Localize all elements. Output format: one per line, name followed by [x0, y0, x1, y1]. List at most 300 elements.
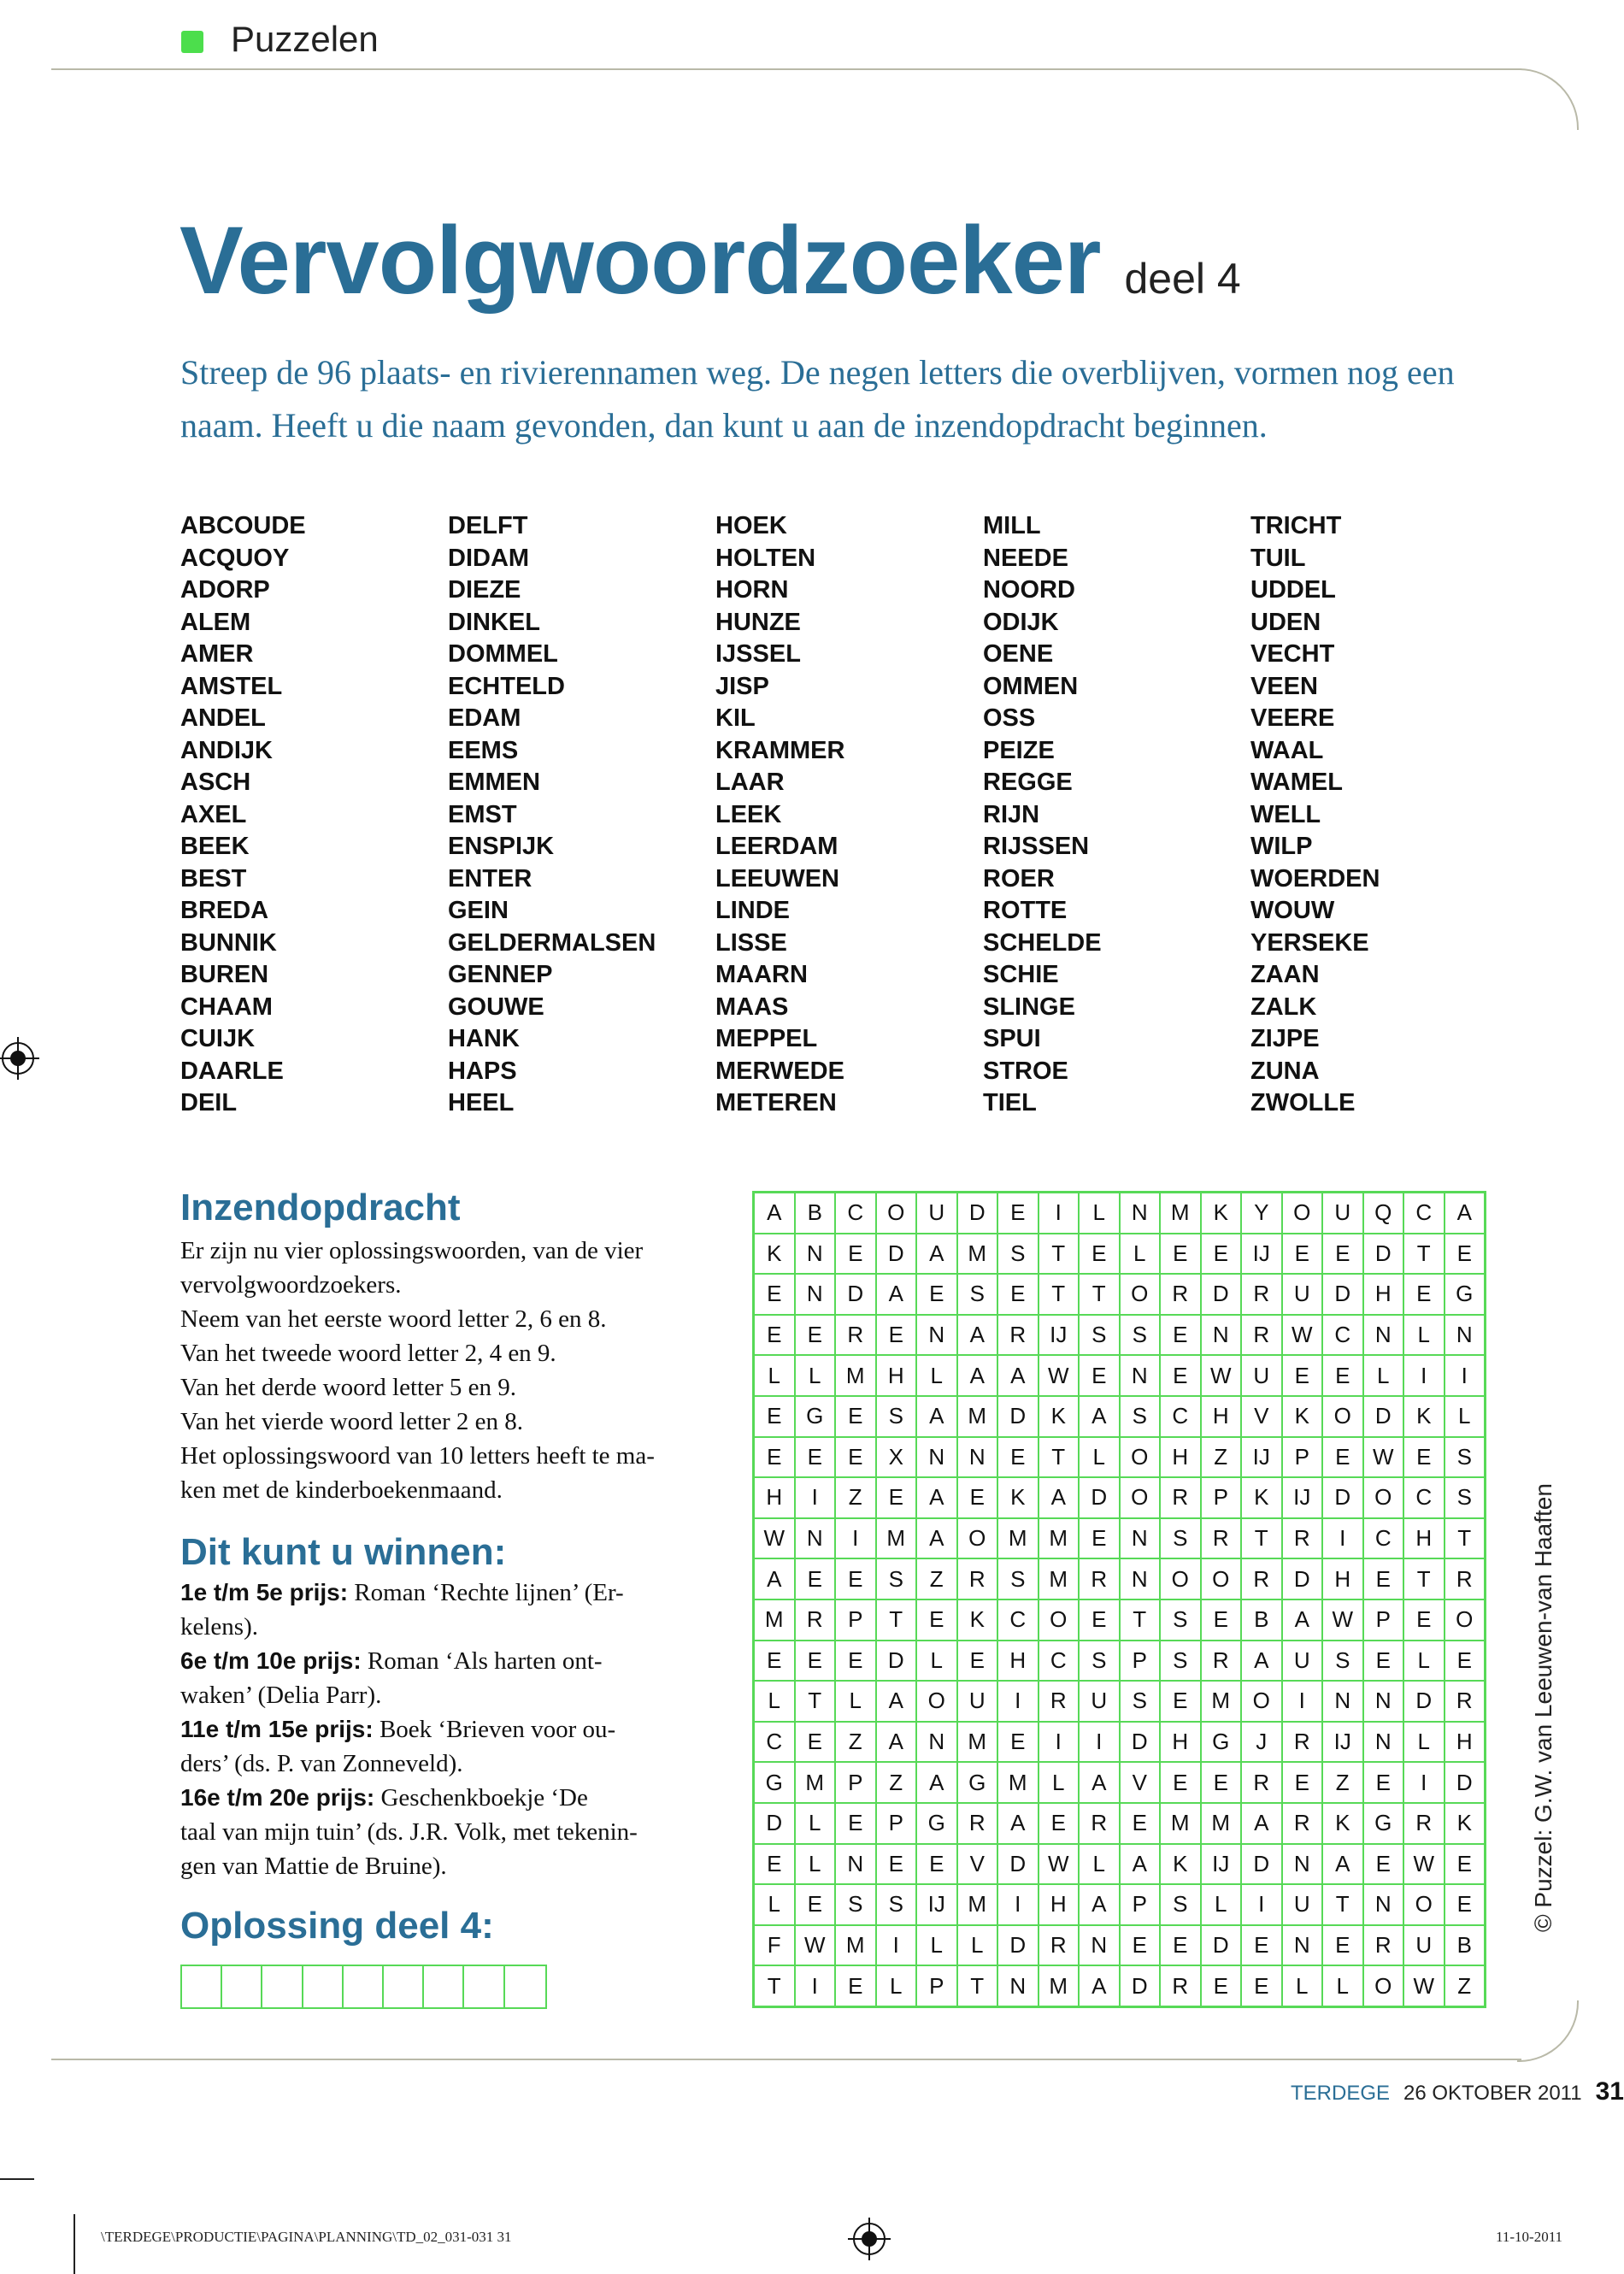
- grid-cell[interactable]: R: [1160, 1477, 1201, 1518]
- grid-cell[interactable]: I: [1445, 1355, 1486, 1396]
- grid-cell[interactable]: E: [835, 1437, 876, 1478]
- grid-cell[interactable]: D: [1241, 1844, 1282, 1885]
- grid-cell[interactable]: U: [1403, 1925, 1445, 1966]
- grid-cell[interactable]: A: [1079, 1396, 1120, 1437]
- grid-cell[interactable]: M: [835, 1355, 876, 1396]
- grid-cell[interactable]: R: [1282, 1722, 1323, 1763]
- grid-cell[interactable]: N: [1201, 1315, 1242, 1356]
- grid-cell[interactable]: M: [957, 1234, 998, 1275]
- grid-cell[interactable]: M: [997, 1762, 1039, 1803]
- grid-cell[interactable]: O: [1445, 1599, 1486, 1641]
- grid-cell[interactable]: R: [997, 1315, 1039, 1356]
- answer-box[interactable]: [344, 1966, 384, 2007]
- grid-cell[interactable]: S: [1079, 1315, 1120, 1356]
- grid-cell[interactable]: M: [754, 1599, 795, 1641]
- grid-cell[interactable]: W: [1039, 1844, 1080, 1885]
- grid-cell[interactable]: I: [876, 1925, 917, 1966]
- grid-cell[interactable]: A: [1079, 1965, 1120, 2006]
- grid-cell[interactable]: E: [916, 1599, 957, 1641]
- grid-cell[interactable]: S: [1079, 1641, 1120, 1682]
- grid-cell[interactable]: S: [1120, 1681, 1161, 1722]
- grid-cell[interactable]: K: [1282, 1396, 1323, 1437]
- grid-cell[interactable]: O: [1322, 1396, 1363, 1437]
- grid-cell[interactable]: E: [795, 1884, 836, 1925]
- grid-cell[interactable]: D: [1201, 1274, 1242, 1315]
- grid-cell[interactable]: A: [1282, 1599, 1323, 1641]
- grid-cell[interactable]: N: [1120, 1558, 1161, 1599]
- grid-cell[interactable]: H: [1445, 1722, 1486, 1763]
- grid-cell[interactable]: N: [1363, 1315, 1404, 1356]
- grid-cell[interactable]: E: [1322, 1925, 1363, 1966]
- grid-cell[interactable]: R: [1241, 1762, 1282, 1803]
- grid-cell[interactable]: U: [1241, 1355, 1282, 1396]
- grid-cell[interactable]: E: [1079, 1518, 1120, 1559]
- grid-cell[interactable]: A: [1241, 1641, 1282, 1682]
- grid-cell[interactable]: T: [1039, 1234, 1080, 1275]
- grid-cell[interactable]: U: [1079, 1681, 1120, 1722]
- grid-cell[interactable]: R: [1201, 1518, 1242, 1559]
- grid-cell[interactable]: D: [997, 1396, 1039, 1437]
- grid-cell[interactable]: E: [1079, 1355, 1120, 1396]
- grid-cell[interactable]: E: [997, 1274, 1039, 1315]
- grid-cell[interactable]: P: [1120, 1884, 1161, 1925]
- grid-cell[interactable]: S: [1445, 1437, 1486, 1478]
- grid-cell[interactable]: G: [1363, 1803, 1404, 1844]
- grid-cell[interactable]: S: [876, 1558, 917, 1599]
- grid-cell[interactable]: E: [835, 1803, 876, 1844]
- grid-cell[interactable]: E: [1322, 1437, 1363, 1478]
- grid-cell[interactable]: I: [1403, 1355, 1445, 1396]
- grid-cell[interactable]: E: [997, 1193, 1039, 1234]
- grid-cell[interactable]: E: [957, 1477, 998, 1518]
- grid-cell[interactable]: E: [795, 1722, 836, 1763]
- grid-cell[interactable]: R: [1282, 1518, 1323, 1559]
- grid-cell[interactable]: A: [957, 1355, 998, 1396]
- grid-cell[interactable]: X: [876, 1437, 917, 1478]
- grid-cell[interactable]: E: [1445, 1641, 1486, 1682]
- grid-cell[interactable]: D: [1120, 1722, 1161, 1763]
- grid-cell[interactable]: L: [876, 1965, 917, 2006]
- grid-cell[interactable]: IJ: [1322, 1722, 1363, 1763]
- grid-cell[interactable]: R: [1241, 1315, 1282, 1356]
- grid-cell[interactable]: D: [1363, 1234, 1404, 1275]
- grid-cell[interactable]: L: [1363, 1355, 1404, 1396]
- answer-box[interactable]: [182, 1966, 222, 2007]
- grid-cell[interactable]: D: [1201, 1925, 1242, 1966]
- grid-cell[interactable]: S: [1120, 1315, 1161, 1356]
- grid-cell[interactable]: H: [1403, 1518, 1445, 1559]
- grid-cell[interactable]: N: [795, 1518, 836, 1559]
- grid-cell[interactable]: L: [1403, 1641, 1445, 1682]
- grid-cell[interactable]: L: [835, 1681, 876, 1722]
- grid-cell[interactable]: W: [1363, 1437, 1404, 1478]
- grid-cell[interactable]: N: [1322, 1681, 1363, 1722]
- grid-cell[interactable]: O: [1201, 1558, 1242, 1599]
- grid-cell[interactable]: Z: [916, 1558, 957, 1599]
- grid-cell[interactable]: D: [876, 1641, 917, 1682]
- grid-cell[interactable]: E: [1403, 1274, 1445, 1315]
- grid-cell[interactable]: L: [1322, 1965, 1363, 2006]
- grid-cell[interactable]: E: [1363, 1558, 1404, 1599]
- grid-cell[interactable]: E: [1160, 1681, 1201, 1722]
- grid-cell[interactable]: S: [1160, 1599, 1201, 1641]
- grid-cell[interactable]: E: [1039, 1803, 1080, 1844]
- grid-cell[interactable]: V: [1120, 1762, 1161, 1803]
- grid-cell[interactable]: S: [1445, 1477, 1486, 1518]
- grid-cell[interactable]: D: [1079, 1477, 1120, 1518]
- grid-cell[interactable]: E: [1363, 1641, 1404, 1682]
- grid-cell[interactable]: H: [1160, 1437, 1201, 1478]
- grid-cell[interactable]: E: [876, 1477, 917, 1518]
- grid-cell[interactable]: I: [1403, 1762, 1445, 1803]
- grid-cell[interactable]: R: [1039, 1681, 1080, 1722]
- grid-cell[interactable]: S: [1160, 1518, 1201, 1559]
- grid-cell[interactable]: D: [754, 1803, 795, 1844]
- grid-cell[interactable]: R: [835, 1315, 876, 1356]
- grid-cell[interactable]: C: [754, 1722, 795, 1763]
- grid-cell[interactable]: D: [876, 1234, 917, 1275]
- grid-cell[interactable]: A: [916, 1396, 957, 1437]
- grid-cell[interactable]: I: [835, 1518, 876, 1559]
- grid-cell[interactable]: E: [1160, 1315, 1201, 1356]
- grid-cell[interactable]: E: [795, 1437, 836, 1478]
- grid-cell[interactable]: T: [1039, 1437, 1080, 1478]
- grid-cell[interactable]: B: [1445, 1925, 1486, 1966]
- grid-cell[interactable]: C: [1403, 1193, 1445, 1234]
- answer-box[interactable]: [262, 1966, 303, 2007]
- grid-cell[interactable]: O: [1363, 1965, 1404, 2006]
- grid-cell[interactable]: L: [916, 1641, 957, 1682]
- grid-cell[interactable]: E: [1120, 1925, 1161, 1966]
- grid-cell[interactable]: E: [1363, 1844, 1404, 1885]
- grid-cell[interactable]: E: [795, 1315, 836, 1356]
- grid-cell[interactable]: R: [1201, 1641, 1242, 1682]
- grid-cell[interactable]: R: [1445, 1681, 1486, 1722]
- grid-cell[interactable]: O: [1120, 1437, 1161, 1478]
- grid-cell[interactable]: E: [1201, 1762, 1242, 1803]
- grid-cell[interactable]: K: [1322, 1803, 1363, 1844]
- grid-cell[interactable]: E: [997, 1722, 1039, 1763]
- grid-cell[interactable]: E: [1282, 1234, 1323, 1275]
- grid-cell[interactable]: O: [957, 1518, 998, 1559]
- grid-cell[interactable]: T: [1322, 1884, 1363, 1925]
- grid-cell[interactable]: T: [1403, 1558, 1445, 1599]
- grid-cell[interactable]: IJ: [1282, 1477, 1323, 1518]
- grid-cell[interactable]: I: [1241, 1884, 1282, 1925]
- grid-cell[interactable]: L: [1079, 1844, 1120, 1885]
- grid-cell[interactable]: D: [1363, 1396, 1404, 1437]
- grid-cell[interactable]: Z: [1445, 1965, 1486, 2006]
- grid-cell[interactable]: E: [997, 1437, 1039, 1478]
- grid-cell[interactable]: R: [1445, 1558, 1486, 1599]
- grid-cell[interactable]: E: [1201, 1234, 1242, 1275]
- grid-cell[interactable]: N: [997, 1965, 1039, 2006]
- grid-cell[interactable]: E: [754, 1396, 795, 1437]
- grid-cell[interactable]: T: [1403, 1234, 1445, 1275]
- grid-cell[interactable]: IJ: [916, 1884, 957, 1925]
- grid-cell[interactable]: O: [1120, 1477, 1161, 1518]
- grid-cell[interactable]: D: [1282, 1558, 1323, 1599]
- grid-cell[interactable]: E: [835, 1641, 876, 1682]
- grid-cell[interactable]: E: [1201, 1965, 1242, 2006]
- grid-cell[interactable]: E: [1322, 1355, 1363, 1396]
- grid-cell[interactable]: R: [1403, 1803, 1445, 1844]
- grid-cell[interactable]: E: [1160, 1925, 1201, 1966]
- grid-cell[interactable]: W: [1403, 1844, 1445, 1885]
- grid-cell[interactable]: I: [795, 1477, 836, 1518]
- grid-cell[interactable]: E: [754, 1315, 795, 1356]
- grid-cell[interactable]: K: [1039, 1396, 1080, 1437]
- grid-cell[interactable]: O: [1282, 1193, 1323, 1234]
- grid-cell[interactable]: I: [1079, 1722, 1120, 1763]
- grid-cell[interactable]: O: [1241, 1681, 1282, 1722]
- grid-cell[interactable]: G: [795, 1396, 836, 1437]
- grid-cell[interactable]: T: [1079, 1274, 1120, 1315]
- grid-cell[interactable]: G: [957, 1762, 998, 1803]
- grid-cell[interactable]: N: [916, 1722, 957, 1763]
- grid-cell[interactable]: E: [1079, 1599, 1120, 1641]
- grid-cell[interactable]: T: [1039, 1274, 1080, 1315]
- grid-cell[interactable]: E: [876, 1844, 917, 1885]
- grid-cell[interactable]: R: [957, 1803, 998, 1844]
- grid-cell[interactable]: E: [835, 1558, 876, 1599]
- grid-cell[interactable]: M: [957, 1884, 998, 1925]
- grid-cell[interactable]: E: [795, 1558, 836, 1599]
- grid-cell[interactable]: H: [1363, 1274, 1404, 1315]
- grid-cell[interactable]: N: [1120, 1518, 1161, 1559]
- grid-cell[interactable]: H: [1322, 1558, 1363, 1599]
- grid-cell[interactable]: IJ: [1201, 1844, 1242, 1885]
- grid-cell[interactable]: D: [997, 1844, 1039, 1885]
- grid-cell[interactable]: E: [1322, 1234, 1363, 1275]
- grid-cell[interactable]: K: [1445, 1803, 1486, 1844]
- grid-cell[interactable]: V: [957, 1844, 998, 1885]
- grid-cell[interactable]: N: [1363, 1884, 1404, 1925]
- grid-cell[interactable]: N: [1120, 1355, 1161, 1396]
- grid-cell[interactable]: A: [1039, 1477, 1080, 1518]
- answer-box[interactable]: [464, 1966, 504, 2007]
- grid-cell[interactable]: R: [1079, 1803, 1120, 1844]
- grid-cell[interactable]: A: [876, 1681, 917, 1722]
- answer-box[interactable]: [505, 1966, 545, 2007]
- grid-cell[interactable]: D: [1120, 1965, 1161, 2006]
- grid-cell[interactable]: S: [1160, 1884, 1201, 1925]
- grid-cell[interactable]: P: [835, 1599, 876, 1641]
- grid-cell[interactable]: Z: [876, 1762, 917, 1803]
- grid-cell[interactable]: T: [1445, 1518, 1486, 1559]
- grid-cell[interactable]: N: [916, 1315, 957, 1356]
- grid-cell[interactable]: R: [1160, 1274, 1201, 1315]
- grid-cell[interactable]: M: [1039, 1518, 1080, 1559]
- grid-cell[interactable]: H: [997, 1641, 1039, 1682]
- grid-cell[interactable]: N: [1282, 1925, 1323, 1966]
- grid-cell[interactable]: P: [1363, 1599, 1404, 1641]
- grid-cell[interactable]: T: [795, 1681, 836, 1722]
- grid-cell[interactable]: E: [1445, 1884, 1486, 1925]
- grid-cell[interactable]: N: [957, 1437, 998, 1478]
- grid-cell[interactable]: S: [1160, 1641, 1201, 1682]
- grid-cell[interactable]: W: [1039, 1355, 1080, 1396]
- grid-cell[interactable]: O: [1403, 1884, 1445, 1925]
- grid-cell[interactable]: M: [835, 1925, 876, 1966]
- grid-cell[interactable]: I: [997, 1681, 1039, 1722]
- grid-cell[interactable]: A: [1079, 1762, 1120, 1803]
- grid-cell[interactable]: L: [1201, 1884, 1242, 1925]
- grid-cell[interactable]: D: [1403, 1681, 1445, 1722]
- grid-cell[interactable]: E: [754, 1274, 795, 1315]
- grid-cell[interactable]: P: [835, 1762, 876, 1803]
- grid-cell[interactable]: S: [876, 1396, 917, 1437]
- grid-cell[interactable]: L: [1120, 1234, 1161, 1275]
- grid-cell[interactable]: E: [1160, 1762, 1201, 1803]
- grid-cell[interactable]: I: [1282, 1681, 1323, 1722]
- grid-cell[interactable]: R: [1241, 1274, 1282, 1315]
- grid-cell[interactable]: M: [1201, 1681, 1242, 1722]
- grid-cell[interactable]: D: [835, 1274, 876, 1315]
- grid-cell[interactable]: T: [876, 1599, 917, 1641]
- grid-cell[interactable]: O: [1039, 1599, 1080, 1641]
- grid-cell[interactable]: E: [835, 1396, 876, 1437]
- grid-cell[interactable]: T: [1241, 1518, 1282, 1559]
- grid-cell[interactable]: L: [1039, 1762, 1080, 1803]
- grid-cell[interactable]: E: [916, 1274, 957, 1315]
- grid-cell[interactable]: N: [1363, 1681, 1404, 1722]
- grid-cell[interactable]: D: [1445, 1762, 1486, 1803]
- grid-cell[interactable]: D: [957, 1193, 998, 1234]
- grid-cell[interactable]: E: [1403, 1599, 1445, 1641]
- grid-cell[interactable]: F: [754, 1925, 795, 1966]
- grid-cell[interactable]: E: [835, 1965, 876, 2006]
- grid-cell[interactable]: O: [876, 1193, 917, 1234]
- grid-cell[interactable]: IJ: [1241, 1234, 1282, 1275]
- grid-cell[interactable]: E: [754, 1844, 795, 1885]
- grid-cell[interactable]: E: [1282, 1762, 1323, 1803]
- grid-cell[interactable]: L: [795, 1844, 836, 1885]
- grid-cell[interactable]: B: [1241, 1599, 1282, 1641]
- grid-cell[interactable]: A: [916, 1762, 957, 1803]
- answer-box[interactable]: [384, 1966, 424, 2007]
- grid-cell[interactable]: A: [754, 1193, 795, 1234]
- grid-cell[interactable]: E: [1241, 1965, 1282, 2006]
- grid-cell[interactable]: N: [1363, 1722, 1404, 1763]
- grid-cell[interactable]: N: [1282, 1844, 1323, 1885]
- grid-cell[interactable]: T: [1120, 1599, 1161, 1641]
- grid-cell[interactable]: O: [916, 1681, 957, 1722]
- grid-cell[interactable]: W: [1201, 1355, 1242, 1396]
- grid-cell[interactable]: C: [1160, 1396, 1201, 1437]
- grid-cell[interactable]: C: [1039, 1641, 1080, 1682]
- grid-cell[interactable]: C: [997, 1599, 1039, 1641]
- grid-cell[interactable]: E: [1079, 1234, 1120, 1275]
- grid-cell[interactable]: N: [835, 1844, 876, 1885]
- grid-cell[interactable]: K: [1403, 1396, 1445, 1437]
- grid-cell[interactable]: M: [957, 1396, 998, 1437]
- grid-cell[interactable]: H: [754, 1477, 795, 1518]
- grid-cell[interactable]: A: [916, 1234, 957, 1275]
- grid-cell[interactable]: D: [997, 1925, 1039, 1966]
- grid-cell[interactable]: K: [1241, 1477, 1282, 1518]
- grid-cell[interactable]: W: [754, 1518, 795, 1559]
- grid-cell[interactable]: W: [1322, 1599, 1363, 1641]
- grid-cell[interactable]: A: [957, 1315, 998, 1356]
- grid-cell[interactable]: E: [1241, 1925, 1282, 1966]
- grid-cell[interactable]: G: [916, 1803, 957, 1844]
- grid-cell[interactable]: A: [876, 1274, 917, 1315]
- grid-cell[interactable]: R: [1160, 1965, 1201, 2006]
- grid-cell[interactable]: L: [754, 1884, 795, 1925]
- grid-cell[interactable]: K: [1201, 1193, 1242, 1234]
- grid-cell[interactable]: P: [1120, 1641, 1161, 1682]
- grid-cell[interactable]: A: [916, 1518, 957, 1559]
- grid-cell[interactable]: N: [1120, 1193, 1161, 1234]
- grid-cell[interactable]: D: [1322, 1477, 1363, 1518]
- grid-cell[interactable]: H: [1160, 1722, 1201, 1763]
- grid-cell[interactable]: Z: [835, 1477, 876, 1518]
- grid-cell[interactable]: A: [997, 1803, 1039, 1844]
- grid-cell[interactable]: L: [1079, 1193, 1120, 1234]
- grid-cell[interactable]: P: [1282, 1437, 1323, 1478]
- grid-cell[interactable]: A: [1120, 1844, 1161, 1885]
- grid-cell[interactable]: R: [1079, 1558, 1120, 1599]
- grid-cell[interactable]: P: [1201, 1477, 1242, 1518]
- grid-cell[interactable]: Z: [835, 1722, 876, 1763]
- grid-cell[interactable]: O: [1363, 1477, 1404, 1518]
- grid-cell[interactable]: S: [957, 1274, 998, 1315]
- grid-cell[interactable]: T: [957, 1965, 998, 2006]
- grid-cell[interactable]: B: [795, 1193, 836, 1234]
- grid-cell[interactable]: U: [1322, 1193, 1363, 1234]
- grid-cell[interactable]: E: [1282, 1355, 1323, 1396]
- grid-cell[interactable]: K: [957, 1599, 998, 1641]
- grid-cell[interactable]: S: [835, 1884, 876, 1925]
- grid-cell[interactable]: L: [795, 1355, 836, 1396]
- grid-cell[interactable]: U: [916, 1193, 957, 1234]
- grid-cell[interactable]: H: [876, 1355, 917, 1396]
- grid-cell[interactable]: S: [876, 1884, 917, 1925]
- grid-cell[interactable]: U: [1282, 1274, 1323, 1315]
- grid-cell[interactable]: S: [997, 1234, 1039, 1275]
- grid-cell[interactable]: L: [916, 1355, 957, 1396]
- grid-cell[interactable]: L: [754, 1681, 795, 1722]
- grid-cell[interactable]: A: [1322, 1844, 1363, 1885]
- grid-cell[interactable]: E: [835, 1234, 876, 1275]
- grid-cell[interactable]: N: [1079, 1925, 1120, 1966]
- grid-cell[interactable]: L: [1445, 1396, 1486, 1437]
- grid-cell[interactable]: W: [1282, 1315, 1323, 1356]
- grid-cell[interactable]: M: [957, 1722, 998, 1763]
- grid-cell[interactable]: A: [1445, 1193, 1486, 1234]
- grid-cell[interactable]: J: [1241, 1722, 1282, 1763]
- grid-cell[interactable]: G: [1201, 1722, 1242, 1763]
- grid-cell[interactable]: W: [1403, 1965, 1445, 2006]
- grid-cell[interactable]: E: [1403, 1437, 1445, 1478]
- grid-cell[interactable]: A: [754, 1558, 795, 1599]
- grid-cell[interactable]: L: [754, 1355, 795, 1396]
- grid-cell[interactable]: U: [1282, 1641, 1323, 1682]
- grid-cell[interactable]: M: [1039, 1558, 1080, 1599]
- grid-cell[interactable]: D: [1322, 1274, 1363, 1315]
- grid-cell[interactable]: A: [997, 1355, 1039, 1396]
- grid-cell[interactable]: R: [795, 1599, 836, 1641]
- grid-cell[interactable]: M: [1039, 1965, 1080, 2006]
- grid-cell[interactable]: I: [1322, 1518, 1363, 1559]
- grid-cell[interactable]: C: [1322, 1315, 1363, 1356]
- grid-cell[interactable]: H: [1039, 1884, 1080, 1925]
- grid-cell[interactable]: L: [1079, 1437, 1120, 1478]
- grid-cell[interactable]: N: [795, 1274, 836, 1315]
- grid-cell[interactable]: M: [997, 1518, 1039, 1559]
- grid-cell[interactable]: L: [957, 1925, 998, 1966]
